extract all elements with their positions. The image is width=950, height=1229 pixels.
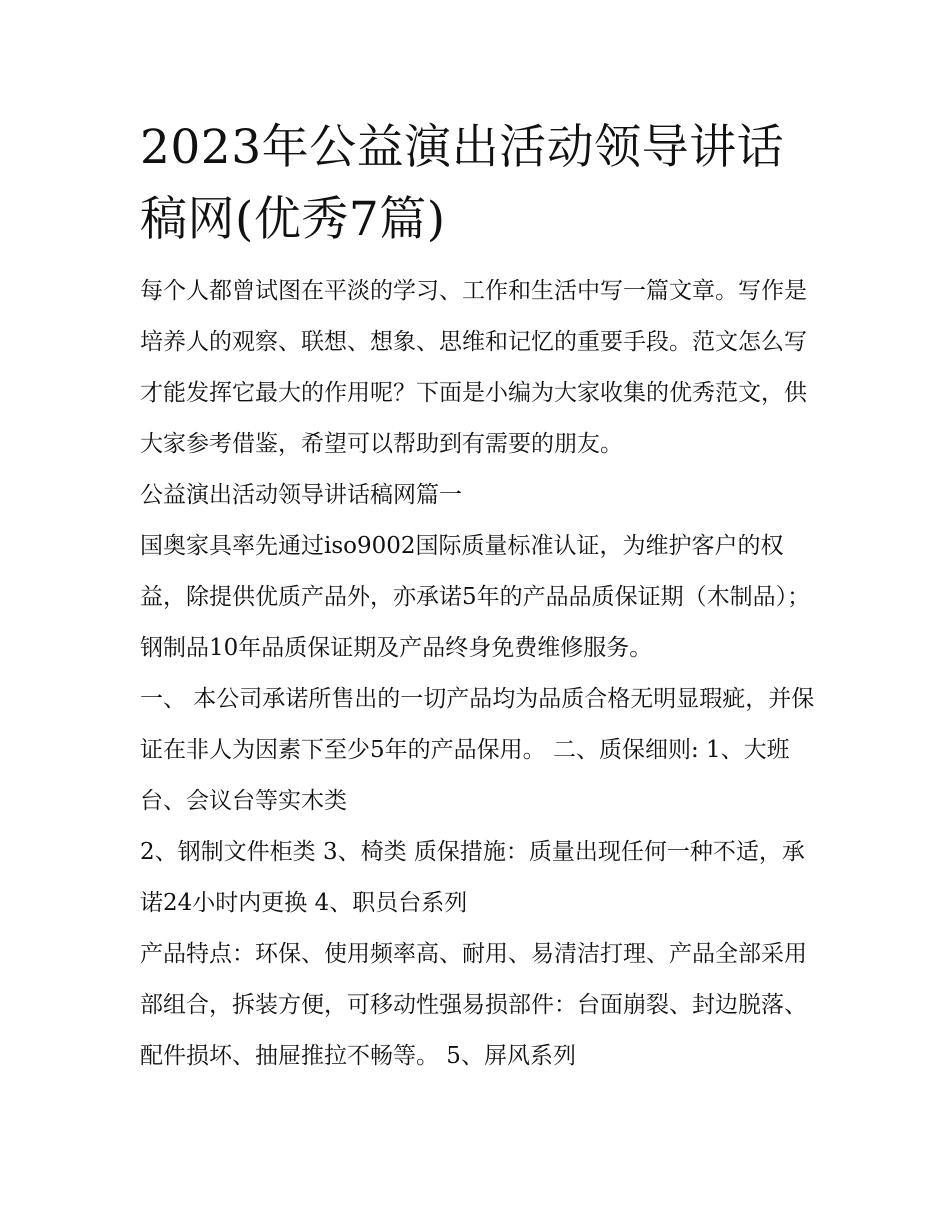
warranty-paragraph: 一、 本公司承诺所售出的一切产品均为品质合格无明显瑕疵，并保证在非人为因素下至少5年的产品保用。 二、质保细则: 1、大班台、会议台等实木类 — [140, 686, 815, 814]
document-body — [140, 266, 820, 1082]
section-heading: 公益演出活动领导讲话稿网篇一 — [140, 482, 462, 508]
title-line-1: 2023年公益演出活动领导讲话 — [140, 120, 785, 175]
warranty-measures-paragraph: 2、钢制文件柜类 3、椅类 质保措施：质量出现任何一种不适，承诺24小时内更换 4、职员台系列 — [140, 839, 805, 916]
title-line-2: 稿网(优秀7篇) — [140, 192, 446, 247]
product-features-paragraph: 产品特点：环保、使用频率高、耐用、易清洁打理、产品全部采用部组合，拆装方便，可移动性强易损部件：台面崩裂、封边脱落、配件损坏、抽屉推拉不畅等。 5、屏风系列 — [140, 941, 807, 1069]
document-page — [140, 112, 820, 1082]
certification-paragraph: 国奥家具率先通过iso9002国际质量标准认证，为维护客户的权益，除提供优质产品外，亦承诺5年的产品品质保证期（木制品）；钢制品10年品质保证期及产品终身免费维修服务。 — [140, 533, 811, 661]
intro-paragraph: 每个人都曾试图在平淡的学习、工作和生活中写一篇文章。写作是培养人的观察、联想、想象、思维和记忆的重要手段。范文怎么写才能发挥它最大的作用呢？下面是小编为大家收集的优秀范文，供大家参考借鉴，希望可以帮助到有需要的朋友。 — [140, 278, 807, 457]
document-title — [140, 112, 820, 256]
